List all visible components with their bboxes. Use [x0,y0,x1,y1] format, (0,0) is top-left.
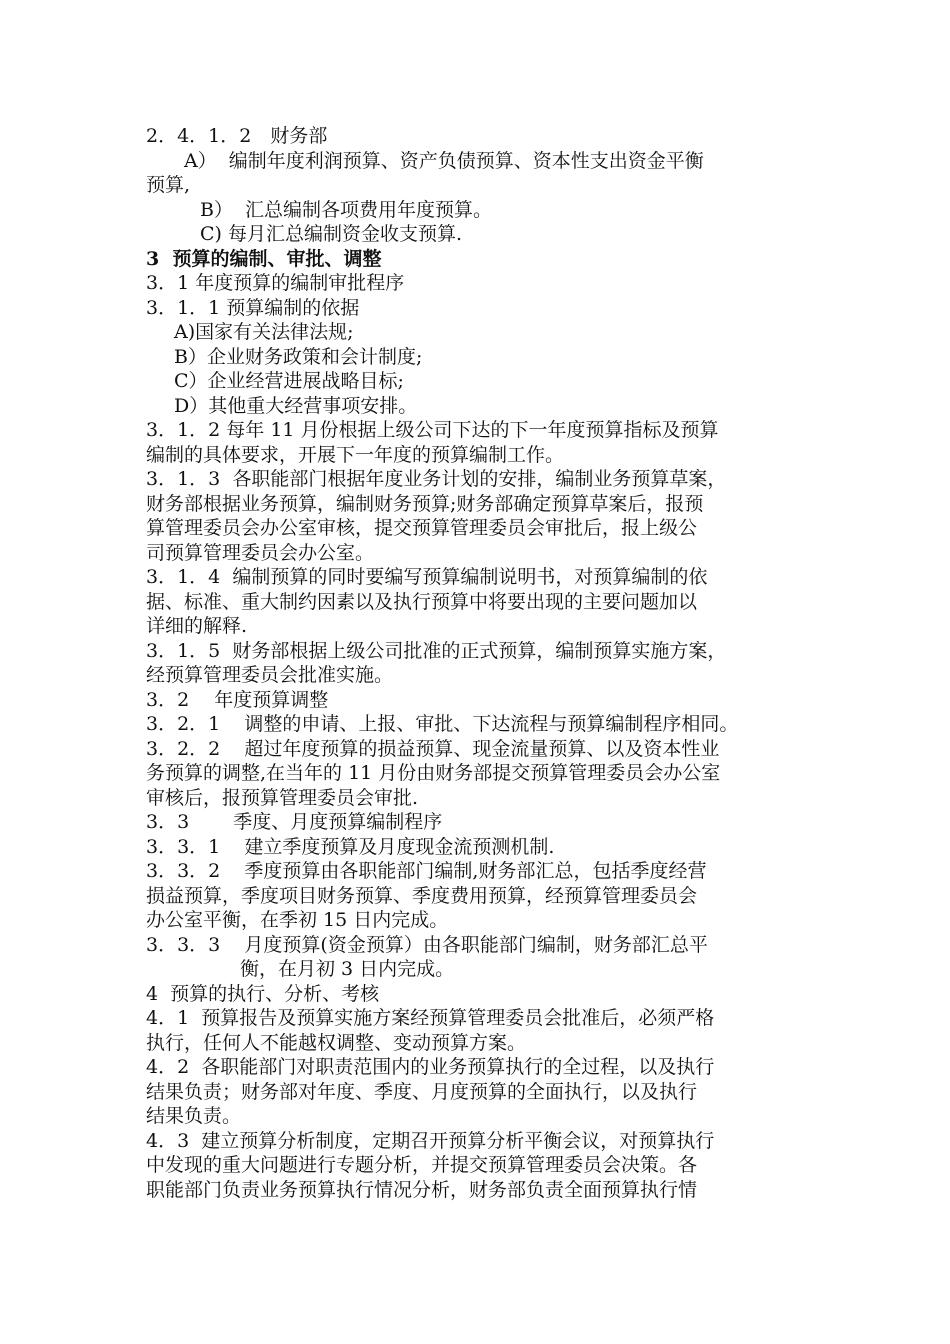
paragraph-3-3-2-continuation: 办公室平衡，在季初 15 日内完成。 [146,909,449,931]
paragraph-3-3-2-continuation: 损益预算，季度项目财务预算、季度费用预算，经预算管理委员会 [146,884,698,907]
paragraph-3-2-2-continuation: 审核后，报预算管理委员会审批. [146,786,419,809]
list-item-b: B） 汇总编制各项费用年度预算。 [200,198,493,221]
paragraph-3-3-1: 3．3．1 建立季度预算及月度现金流预测机制. [146,835,555,858]
basis-item-d: D）其他重大经营事项安排。 [174,394,418,417]
paragraph-4-2-continuation: 结果负责；财务部对年度、季度、月度预算的全面执行，以及执行 [146,1080,698,1103]
paragraph-3-1-4: 3．1．4 编制预算的同时要编写预算编制说明书，对预算编制的依 [146,566,708,588]
paragraph-3-1-4-continuation: 详细的解释. [146,615,248,637]
paragraph-4-1: 4．1 预算报告及预算实施方案经预算管理委员会批准后，必须严格 [146,1007,715,1029]
section-heading-3: 3 预算的编制、审批、调整 [146,247,382,270]
paragraph-3-1-3: 3．1．3 各职能部门根据年度业务计划的安排，编制业务预算草案， [146,468,727,490]
section-heading-3-2: 3．2 年度预算调整 [146,688,329,711]
paragraph-4-2: 4．2 各职能部门对职责范围内的业务预算执行的全过程，以及执行 [146,1056,715,1078]
paragraph-3-1-3-continuation: 财务部根据业务预算，编制财务预算;财务部确定预算草案后，报预 [146,492,704,515]
paragraph-3-1-3-continuation: 算管理委员会办公室审核，提交预算管理委员会审批后，报上级公 [146,517,698,539]
paragraph-3-1-4-continuation: 据、标准、重大制约因素以及执行预算中将要出现的主要问题加以 [146,590,698,613]
section-heading-3-1: 3．1 年度预算的编制审批程序 [146,272,405,294]
paragraph-3-1-5-continuation: 经预算管理委员会批准实施。 [146,664,394,686]
paragraph-4-1-continuation: 执行，任何人不能越权调整、变动预算方案。 [146,1031,527,1054]
basis-item-c: C）企业经营进展战略目标; [174,370,404,392]
paragraph-3-3-3: 3．3．3 月度预算(资金预算）由各职能部门编制，财务部汇总平 [146,933,708,956]
paragraph-3-1-2-continuation: 编制的具体要求，开展下一年度的预算编制工作。 [146,443,565,466]
basis-item-b: B）企业财务政策和会计制度; [174,345,423,368]
paragraph-4-3-continuation: 职能部门负责业务预算执行情况分析，财务部负责全面预算执行情 [146,1178,698,1201]
paragraph-3-3-2: 3．3．2 季度预算由各职能部门编制,财务部汇总，包括季度经营 [146,860,707,882]
paragraph-3-1-5: 3．1．5 财务部根据上级公司批准的正式预算，编制预算实施方案， [146,639,727,662]
paragraph-3-3-3-continuation: 衡，在月初 3 日内完成。 [240,958,455,980]
document-body [146,124,826,1202]
paragraph-4-2-continuation: 结果负责。 [146,1105,242,1127]
section-heading-3-3: 3．3 季度、月度预算编制程序 [146,811,443,833]
paragraph-3-2-1: 3．2．1 调整的申请、上报、审批、下达流程与预算编制程序相同。 [146,713,739,735]
paragraph-4-3: 4．3 建立预算分析制度，定期召开预算分析平衡会议，对预算执行 [146,1129,715,1152]
section-heading-3-1-1: 3．1．1 预算编制的依据 [146,296,360,319]
list-item-a-continuation: 预算, [146,174,191,196]
section-heading-4: 4 预算的执行、分析、考核 [146,982,380,1005]
paragraph-3-1-3-continuation: 司预算管理委员会办公室。 [146,541,375,564]
paragraph-3-2-2: 3．2．2 超过年度预算的损益预算、现金流量预算、以及资本性业 [146,737,720,760]
list-item-c: C) 每月汇总编制资金收支预算. [200,223,463,245]
paragraph-3-2-2-continuation: 务预算的调整,在当年的 11 月份由财务部提交预算管理委员会办公室 [146,762,721,784]
paragraph-3-1-2: 3．1．2 每年 11 月份根据上级公司下达的下一年度预算指标及预算 [146,419,719,441]
paragraph-4-3-continuation: 中发现的重大问题进行专题分析，并提交预算管理委员会决策。各 [146,1154,698,1176]
basis-item-a: A)国家有关法律法规; [174,321,354,343]
section-heading-2-4-1-2: 2．4．1．2 财务部 [146,125,328,147]
list-item-a: A） 编制年度利润预算、资产负债预算、资本性支出资金平衡 [184,149,704,172]
